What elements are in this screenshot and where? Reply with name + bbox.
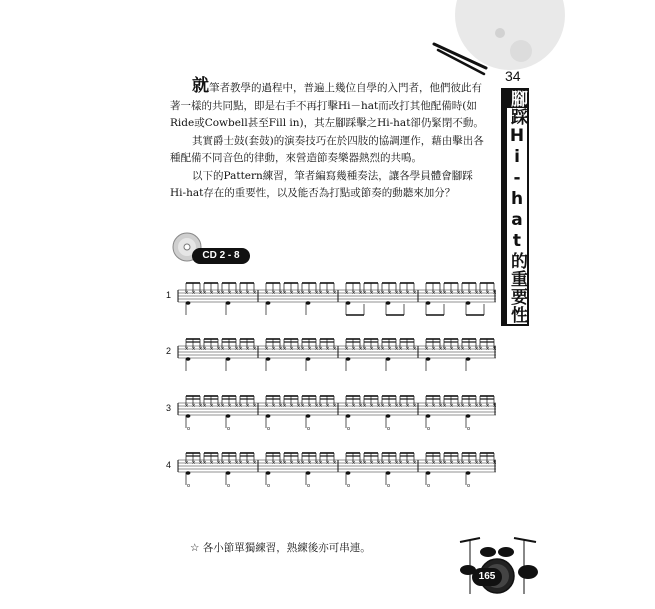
svg-text:×: × [209,403,214,409]
svg-text:×: × [318,460,323,466]
svg-text:×: × [344,290,349,296]
svg-text:×: × [351,290,356,296]
chapter-title-first: 腳 [507,90,527,108]
svg-text:×: × [474,460,479,466]
svg-text:×: × [467,290,472,296]
svg-text:×: × [474,346,479,352]
svg-text:×: × [442,346,447,352]
svg-text:o: o [307,426,311,432]
svg-text:×: × [282,290,287,296]
svg-text:×: × [307,346,312,352]
svg-text:×: × [387,460,392,466]
svg-text:×: × [184,460,189,466]
svg-text:×: × [252,346,257,352]
svg-text:o: o [467,483,471,489]
svg-text:×: × [358,290,363,296]
svg-text:×: × [394,460,399,466]
svg-text:×: × [344,403,349,409]
svg-text:×: × [442,290,447,296]
svg-text:×: × [289,460,294,466]
svg-text:×: × [184,290,189,296]
svg-text:o: o [187,483,191,489]
footnote: ☆ 各小節單獨練習，熟練後亦可串連。 [190,542,371,554]
svg-text:×: × [478,460,483,466]
svg-text:×: × [202,290,207,296]
svg-text:×: × [227,290,232,296]
svg-text:×: × [394,346,399,352]
svg-text:×: × [398,290,403,296]
svg-text:×: × [376,460,381,466]
svg-text:×: × [184,403,189,409]
cd-track-label: CD 2 - 8 [192,248,250,264]
svg-text:×: × [234,460,239,466]
svg-text:×: × [358,346,363,352]
svg-text:o: o [347,483,351,489]
svg-text:×: × [424,460,429,466]
svg-text:×: × [412,346,417,352]
svg-text:×: × [271,346,276,352]
exercise-number: 2 [166,346,172,356]
svg-text:×: × [296,403,301,409]
svg-text:×: × [442,460,447,466]
svg-text:o: o [387,426,391,432]
page-number: 165 [472,568,502,586]
svg-text:×: × [198,403,203,409]
svg-text:×: × [278,290,283,296]
svg-text:×: × [289,346,294,352]
svg-text:×: × [394,403,399,409]
svg-text:×: × [485,403,490,409]
decorative-circle-small [510,40,532,62]
svg-text:×: × [405,290,410,296]
svg-text:×: × [264,403,269,409]
svg-text:×: × [398,460,403,466]
svg-text:×: × [325,346,330,352]
svg-text:×: × [467,346,472,352]
svg-text:×: × [245,290,250,296]
svg-text:×: × [325,460,330,466]
svg-text:×: × [460,403,465,409]
svg-text:×: × [332,460,337,466]
svg-text:×: × [424,403,429,409]
svg-text:×: × [220,346,225,352]
svg-text:×: × [234,346,239,352]
svg-text:×: × [405,403,410,409]
svg-text:×: × [485,460,490,466]
svg-text:×: × [431,346,436,352]
svg-text:×: × [296,290,301,296]
svg-text:×: × [362,460,367,466]
svg-text:×: × [252,403,257,409]
svg-text:×: × [184,346,189,352]
svg-text:o: o [427,483,431,489]
svg-text:×: × [300,460,305,466]
svg-text:×: × [296,460,301,466]
svg-text:×: × [314,403,319,409]
svg-text:×: × [220,290,225,296]
svg-text:×: × [220,460,225,466]
svg-text:×: × [398,403,403,409]
svg-text:×: × [449,290,454,296]
drum-notation-staff [178,282,496,318]
svg-text:×: × [307,460,312,466]
svg-text:×: × [300,346,305,352]
svg-text:×: × [467,403,472,409]
svg-text:×: × [478,290,483,296]
svg-text:×: × [380,460,385,466]
svg-text:×: × [449,346,454,352]
svg-text:×: × [362,403,367,409]
svg-text:×: × [216,346,221,352]
svg-text:×: × [394,290,399,296]
svg-text:×: × [412,460,417,466]
body-text [170,78,488,203]
svg-text:×: × [412,290,417,296]
svg-text:×: × [227,403,232,409]
svg-text:×: × [314,460,319,466]
svg-text:×: × [369,460,374,466]
svg-text:×: × [492,403,497,409]
svg-text:×: × [300,290,305,296]
paragraph-3: 以下的Pattern練習，筆者編寫幾種奏法，讓各學員體會腳踩Hi-hat存在的重要性，以及能否為打點或節奏的動聽來加分？ [170,169,473,199]
svg-text:×: × [460,460,465,466]
svg-text:×: × [234,403,239,409]
svg-text:×: × [202,460,207,466]
svg-text:×: × [271,403,276,409]
svg-text:×: × [216,290,221,296]
svg-text:×: × [398,346,403,352]
svg-text:×: × [198,290,203,296]
svg-text:×: × [376,346,381,352]
exercise-number: 1 [166,290,172,300]
svg-text:o: o [347,426,351,432]
svg-text:×: × [387,346,392,352]
svg-text:×: × [238,346,243,352]
svg-text:×: × [318,346,323,352]
svg-text:×: × [405,460,410,466]
paragraph-1-text: 筆者教學的過程中，普遍上幾位自學的入門者，他們彼此有著一樣的共同點，即是右手不再打擊Hi－hat而改打其他配備時(如Ride或Cowbell甚至Fill in)，其左腳踩擊之Hi-hat卻仍緊閉不動。 [170,82,484,129]
svg-text:×: × [485,290,490,296]
svg-text:×: × [238,290,243,296]
svg-text:×: × [380,403,385,409]
chapter-title-rest: 踩Hi-hat的重要性 [507,108,527,324]
svg-text:×: × [351,460,356,466]
svg-text:×: × [318,403,323,409]
svg-text:×: × [438,346,443,352]
svg-text:×: × [438,403,443,409]
svg-text:×: × [431,290,436,296]
svg-text:×: × [191,403,196,409]
svg-text:×: × [216,460,221,466]
svg-text:×: × [492,290,497,296]
svg-text:×: × [202,403,207,409]
svg-text:×: × [369,403,374,409]
svg-text:×: × [358,460,363,466]
drumsticks-icon [430,38,490,78]
drop-char: 就 [192,76,209,96]
svg-text:×: × [442,403,447,409]
svg-text:×: × [362,346,367,352]
svg-text:×: × [282,460,287,466]
svg-text:×: × [245,346,250,352]
svg-text:×: × [282,403,287,409]
exercise-number: 3 [166,403,172,413]
svg-text:×: × [245,403,250,409]
svg-text:×: × [449,403,454,409]
svg-text:×: × [492,346,497,352]
svg-text:×: × [412,403,417,409]
svg-text:×: × [289,403,294,409]
svg-text:×: × [325,403,330,409]
svg-text:×: × [300,403,305,409]
svg-text:×: × [278,460,283,466]
svg-text:×: × [431,460,436,466]
svg-text:×: × [238,460,243,466]
svg-text:×: × [467,460,472,466]
svg-text:×: × [314,346,319,352]
svg-text:×: × [456,403,461,409]
svg-text:×: × [478,403,483,409]
svg-text:×: × [376,290,381,296]
svg-text:×: × [307,403,312,409]
svg-text:×: × [492,460,497,466]
svg-text:×: × [474,290,479,296]
svg-text:×: × [227,460,232,466]
svg-text:×: × [438,290,443,296]
svg-text:×: × [296,346,301,352]
svg-text:×: × [227,346,232,352]
svg-text:×: × [264,290,269,296]
svg-text:×: × [234,290,239,296]
exercise-number: 4 [166,460,172,470]
svg-text:×: × [351,346,356,352]
svg-text:×: × [424,346,429,352]
svg-text:×: × [252,460,257,466]
svg-text:×: × [362,290,367,296]
svg-text:×: × [358,403,363,409]
svg-text:o: o [187,426,191,432]
svg-text:×: × [380,346,385,352]
svg-text:×: × [271,460,276,466]
svg-text:o: o [267,426,271,432]
svg-text:×: × [344,460,349,466]
svg-text:×: × [318,290,323,296]
svg-text:×: × [278,346,283,352]
svg-text:o: o [267,483,271,489]
paragraph-1 [170,78,488,133]
svg-text:×: × [456,346,461,352]
drum-notation-staff [178,452,496,488]
svg-text:×: × [191,346,196,352]
chapter-title [501,88,529,326]
svg-text:×: × [264,346,269,352]
svg-text:×: × [478,346,483,352]
svg-text:×: × [209,460,214,466]
svg-text:×: × [202,346,207,352]
svg-text:×: × [198,346,203,352]
svg-text:×: × [431,403,436,409]
svg-text:×: × [289,290,294,296]
svg-text:×: × [332,403,337,409]
svg-text:×: × [220,403,225,409]
svg-text:×: × [485,346,490,352]
svg-text:×: × [271,290,276,296]
svg-text:×: × [238,403,243,409]
svg-text:o: o [227,426,231,432]
svg-text:×: × [474,403,479,409]
decorative-circle-tiny [495,28,505,38]
svg-text:×: × [216,403,221,409]
svg-text:×: × [209,346,214,352]
svg-text:×: × [456,290,461,296]
svg-text:×: × [380,290,385,296]
svg-text:×: × [456,460,461,466]
svg-text:×: × [387,403,392,409]
svg-text:×: × [369,346,374,352]
svg-text:o: o [427,426,431,432]
svg-text:×: × [405,346,410,352]
svg-text:×: × [245,460,250,466]
svg-text:×: × [278,403,283,409]
svg-text:×: × [460,346,465,352]
svg-text:×: × [344,346,349,352]
svg-text:×: × [424,290,429,296]
svg-text:×: × [369,290,374,296]
svg-text:×: × [387,290,392,296]
svg-text:×: × [332,346,337,352]
svg-text:×: × [264,460,269,466]
svg-text:×: × [191,460,196,466]
svg-text:×: × [351,403,356,409]
chapter-number: 34 [505,68,521,84]
svg-text:×: × [460,290,465,296]
paragraph-2: 其實爵士鼓(套鼓)的演奏技巧在於四肢的協調運作，藉由擊出各種配備不同音色的律動，來營造節奏樂器熱烈的共鳴。 [170,134,484,164]
drum-notation-staff [178,395,496,431]
drum-notation-staff [178,338,496,374]
svg-text:×: × [198,460,203,466]
svg-text:×: × [252,290,257,296]
svg-text:×: × [325,290,330,296]
svg-text:×: × [209,290,214,296]
svg-text:o: o [387,483,391,489]
drum-kit-icon [452,528,542,598]
svg-text:×: × [307,290,312,296]
svg-text:o: o [227,483,231,489]
svg-text:o: o [307,483,311,489]
svg-text:×: × [449,460,454,466]
svg-text:×: × [282,346,287,352]
svg-text:o: o [467,426,471,432]
svg-text:×: × [438,460,443,466]
svg-text:×: × [191,290,196,296]
svg-text:×: × [332,290,337,296]
svg-text:×: × [314,290,319,296]
svg-text:×: × [376,403,381,409]
